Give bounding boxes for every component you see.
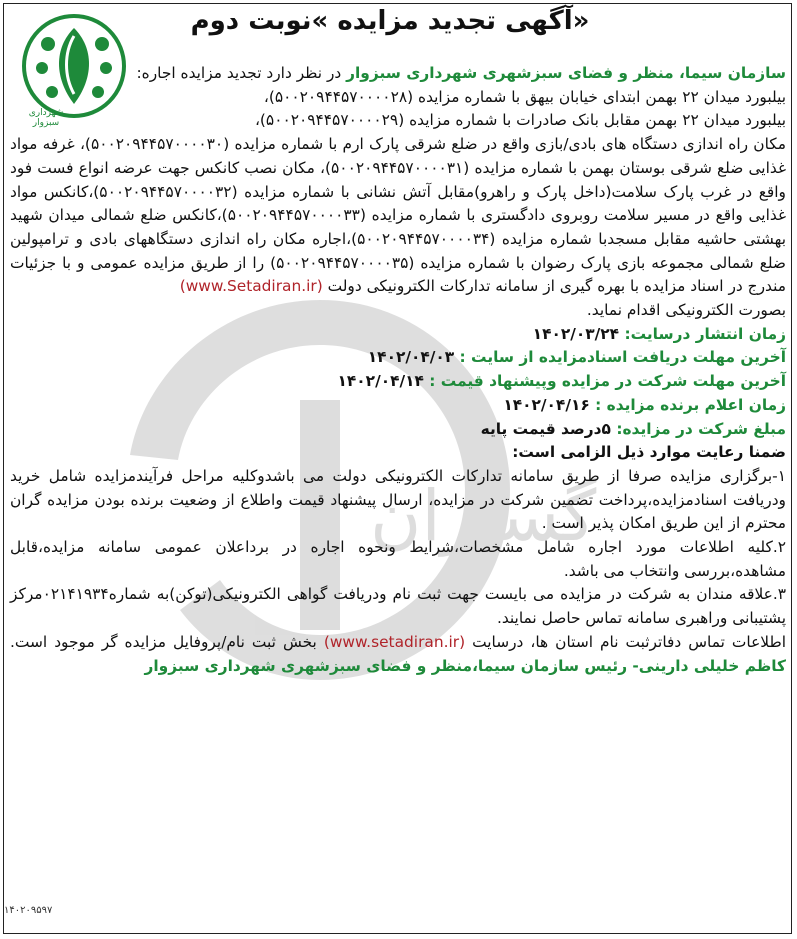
contact-paragraph xyxy=(10,631,786,678)
contact-text: اطلاعات تماس دفاترثبت نام استان ها، درسایت xyxy=(465,632,786,651)
date-value: ۱۴۰۲/۰۳/۲۴ xyxy=(532,324,620,343)
ad-title: «آگهی تجدید مزایده »نوبت دوم xyxy=(190,6,590,36)
date-row xyxy=(10,346,786,370)
signature: کاظم خلیلی دارینی- رئیس سازمان سیما،منظر و فضای سبزشهری شهرداری سبزوار xyxy=(144,656,786,675)
date-row xyxy=(10,418,786,442)
logo-caption: شهرداری سبزوار xyxy=(28,108,64,128)
note-item: ۳.علاقه مندان به شرکت در مزایده می بایست جهت ثبت نام ودریافت گواهی الکترونیکی(توکن)به شماره۰۲۱۴۱۹۳۴مرکز پشتیبانی وراهبری سامانه تماس حاصل نمایند. xyxy=(10,585,786,628)
ad-body xyxy=(10,62,786,678)
note-item: ۲.کلیه اطلاعات مورد اجاره شامل مشخصات،شرایط ونحوه اجاره در برداعلان عمومی سامانه مزایده،قابل مشاهده،بررسی وانتخاب می باشد. xyxy=(10,538,786,580)
intro-text: در نظر دارد تجدید مزایده اجاره: xyxy=(136,64,347,82)
setad-contact-link[interactable]: (www.setadiran.ir) xyxy=(323,632,466,651)
intro-paragraph xyxy=(10,62,786,86)
item-billboard-1: بیلبورد میدان ۲۲ بهمن ابتدای خیابان بیهق با شماره مزایده (۵۰۰۲۰۹۴۴۵۷۰۰۰۰۲۸)، xyxy=(263,87,786,106)
svg-text:گستران: گستران xyxy=(370,475,597,557)
publication-stamp: ۱۴۰۲۰۹۵۹۷ xyxy=(4,905,53,916)
item-billboard-2: بیلبورد میدان ۲۲ بهمن مقابل بانک صادرات با شماره مزایده (۵۰۰۲۰۹۴۴۵۷۰۰۰۰۲۹)، xyxy=(254,111,786,130)
organization-name: سازمان سیما، منظر و فضای سبزشهری شهرداری سبزوار xyxy=(346,64,786,82)
notes-heading: ضمنا رعایت موارد ذیل الزامی است: xyxy=(512,443,786,462)
date-row xyxy=(10,394,786,418)
setad-link[interactable]: (www.Setadiran.ir) xyxy=(179,277,323,296)
date-row xyxy=(10,323,786,347)
date-value: ۱۴۰۲/۰۴/۱۴ xyxy=(337,372,424,391)
date-value: ۱۴۰۲/۰۴/۰۳ xyxy=(367,348,455,367)
note-item: ۱-برگزاری مزایده صرفا از طریق سامانه تدارکات الکترونیکی دولت می باشدوکلیه مراحل فرآیندمزایده شامل خرید ودریافت اسنادمزایده،پرداخت تضمین شرکت در مزایده، ارسال پیشنهاد قیمت واطلاع از وضعیت برنده بودن مزایده گران محترم از این طریق امکان پذیر است . xyxy=(10,466,786,533)
items-tail: بصورت الکترونیکی اقدام نماید. xyxy=(586,301,786,320)
date-row xyxy=(10,370,786,394)
items-text: مکان راه اندازی دستگاه های بادی/بازی واقع در ضلع شرقی پارک ارم با شماره مزایده (۵۰۰۲۰۹۴۴۵۷۰۰۰۰۳۰)، غرفه مواد غذایی ضلع شرقی بوستان بهمن با شماره مزایده (۵۰۰۲۰۹۴۴۵۷۰۰۰۰۳۱)، مکان نصب کانکس جهت عرضه انواع فست فود واقع در غرب پارک سلامت(داخل پارک و راهرو)مقابل آتش نشانی با شماره مزایده (۵۰۰۲۰۹۴۴۵۷۰۰۰۰۳۲)،کانکس مواد غذایی واقع در مسیر سلامت روبروی دادگستری با شماره مزایده (۵۰۰۲۰۹۴۴۵۷۰۰۰۰۳۳)،کانکس ضلع شمالی میدان شهید بهشتی حاشیه مقابل مسجدبا شماره مزایده (۵۰۰۲۰۹۴۴۵۷۰۰۰۰۳۴)،اجاره مکان راه اندازی دستگاههای بادی و ترامپولین ضلع شمالی مجموعه بازی پارک رضوان با شماره مزایده (۵۰۰۲۰۹۴۴۵۷۰۰۰۰۳۵) را از طریق مزایده عمومی و با جزئیات مندرج در اسناد مزایده با بهره گیری از سامانه تدارکات الکترونیکی دولت xyxy=(10,135,787,296)
date-label: مبلغ شرکت در مزایده: xyxy=(616,419,786,438)
date-value: ۵درصد قیمت پایه xyxy=(480,419,611,438)
contact-text-after: بخش ثبت نام/پروفایل مزایده گر موجود است. xyxy=(10,632,324,651)
date-label: آخرین مهلت دریافت اسنادمزایده از سایت : xyxy=(459,348,786,367)
date-label: آخرین مهلت شرکت در مزایده وپیشنهاد قیمت : xyxy=(429,372,786,391)
date-label: زمان انتشار درسایت: xyxy=(624,324,786,343)
date-value: ۱۴۰۲/۰۴/۱۶ xyxy=(503,395,590,414)
date-label: زمان اعلام برنده مزایده : xyxy=(595,395,786,414)
items-paragraph xyxy=(10,133,786,299)
